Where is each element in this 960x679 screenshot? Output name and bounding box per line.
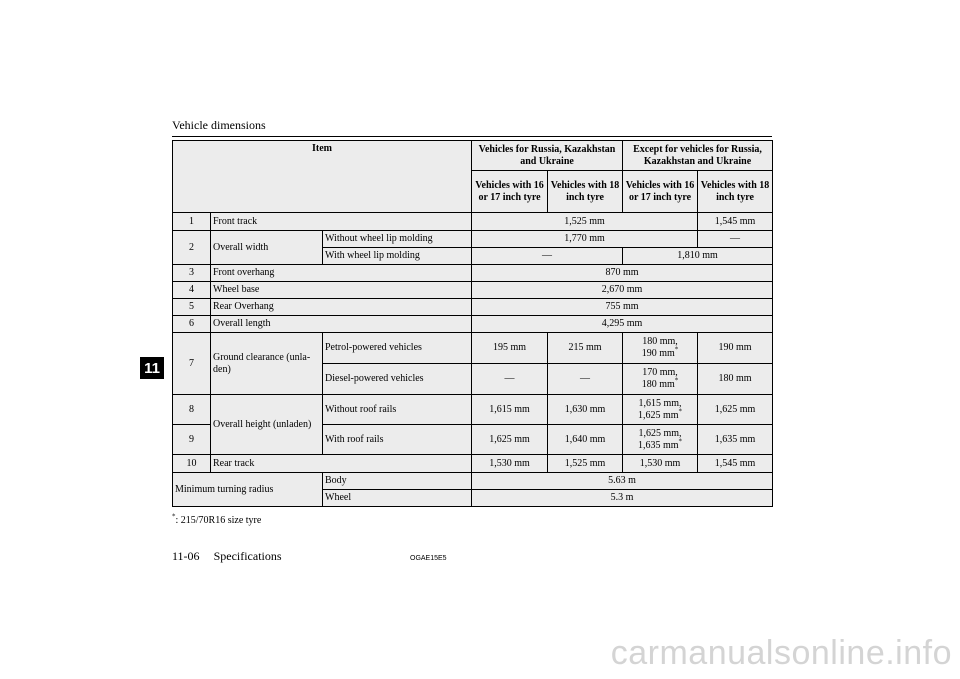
value-line: 1,635 mm [637, 439, 679, 451]
row-number: 1 [173, 213, 211, 231]
row-sublabel: Without wheel lip molding [323, 231, 472, 248]
row-value: 870 mm [472, 265, 773, 282]
value-line: 180 mm [641, 379, 675, 390]
row-value: — [548, 364, 623, 395]
row-value: 755 mm [472, 299, 773, 316]
row-item: Minimum turning radius [173, 473, 323, 507]
row-value: 1,525 mm [472, 213, 698, 231]
table-row [173, 333, 773, 364]
value-line: 180 mm, [642, 336, 678, 347]
row-value: — [472, 364, 548, 395]
row-sublabel: Body [323, 473, 472, 490]
table-row [173, 282, 773, 299]
footnote [172, 512, 262, 526]
row-item: Front overhang [211, 265, 472, 282]
table-row [173, 265, 773, 282]
value-line: 190 mm [641, 348, 675, 359]
row-item: Overall length [211, 316, 472, 333]
row-value: 1,640 mm [548, 425, 623, 455]
header-group-russia: Vehicles for Russia, Kazakhstan and Ukraine [472, 141, 623, 171]
row-number: 3 [173, 265, 211, 282]
row-value: 1,635 mm [698, 425, 773, 455]
footer-section: Specifications [213, 549, 282, 563]
row-sublabel: Without roof rails [323, 395, 472, 425]
document-code: OGAE15E5 [410, 555, 447, 562]
row-value: 4,295 mm [472, 316, 773, 333]
subheader-18-b: Vehicles with 18 inch tyre [698, 171, 773, 213]
row-value: 190 mm [698, 333, 773, 364]
row-number: 7 [173, 333, 211, 395]
watermark: carmanualsonline.info [610, 634, 952, 672]
row-sublabel: Diesel-powered vehicles [323, 364, 472, 395]
dimensions-table [172, 140, 773, 507]
row-value: 1,525 mm [548, 455, 623, 473]
asterisk-mark: * [678, 437, 683, 446]
row-value: 1,615 mm [472, 395, 548, 425]
value-line: 1,625 mm [637, 409, 679, 421]
row-value: 5.63 m [472, 473, 773, 490]
row-number: 5 [173, 299, 211, 316]
chapter-tab: 11 [140, 357, 164, 379]
footnote-marker: * [172, 512, 176, 521]
row-item: Overall width [211, 231, 323, 265]
header-group-except: Except for vehicles for Russia, Kazakhstan and Ukraine [623, 141, 773, 171]
row-value: 180 mm [698, 364, 773, 395]
value-line: 1,625 mm, [638, 427, 682, 439]
row-number: 4 [173, 282, 211, 299]
row-item: Ground clearance (unla-den) [211, 333, 323, 395]
row-item: Front track [211, 213, 472, 231]
row-value: 1,630 mm [548, 395, 623, 425]
table-row [173, 299, 773, 316]
row-number: 6 [173, 316, 211, 333]
row-sublabel: With roof rails [323, 425, 472, 455]
subheader-18: Vehicles with 18 inch tyre [548, 171, 623, 213]
value-line: 170 mm, [642, 367, 678, 378]
page-title: Vehicle dimensions [172, 118, 266, 132]
row-item: Overall height (unladen) [211, 395, 323, 455]
row-value-multi [623, 333, 698, 364]
row-value-multi [623, 425, 698, 455]
row-value-multi [623, 364, 698, 395]
row-number: 9 [173, 425, 211, 455]
row-value: 1,530 mm [623, 455, 698, 473]
asterisk-mark: * [678, 407, 683, 416]
row-value: 2,670 mm [472, 282, 773, 299]
table-row [173, 395, 773, 425]
row-value: 215 mm [548, 333, 623, 364]
row-sublabel: Petrol-powered vehicles [323, 333, 472, 364]
row-value: 195 mm [472, 333, 548, 364]
subheader-16-17-b: Vehicles with 16 or 17 inch tyre [623, 171, 698, 213]
header-item: Item [173, 141, 472, 213]
footnote-text: : 215/70R16 size tyre [175, 515, 262, 526]
row-number: 10 [173, 455, 211, 473]
row-value: — [698, 231, 773, 248]
table-row [173, 231, 773, 248]
row-value: 1,625 mm [472, 425, 548, 455]
table-row [173, 455, 773, 473]
row-value-multi [623, 395, 698, 425]
page-footer [172, 549, 282, 564]
row-value: 5.3 m [472, 490, 773, 507]
row-value: — [472, 248, 623, 265]
table-row [173, 316, 773, 333]
value-line: 1,615 mm, [638, 397, 682, 409]
subheader-16-17: Vehicles with 16 or 17 inch tyre [472, 171, 548, 213]
table-row [173, 473, 773, 490]
row-item: Rear Overhang [211, 299, 472, 316]
row-sublabel: With wheel lip molding [323, 248, 472, 265]
asterisk-mark: * [674, 345, 679, 354]
header-rule [172, 136, 772, 137]
asterisk-mark: * [674, 376, 679, 385]
row-item: Rear track [211, 455, 472, 473]
row-value: 1,545 mm [698, 455, 773, 473]
row-value: 1,770 mm [472, 231, 698, 248]
row-value: 1,810 mm [623, 248, 773, 265]
row-number: 8 [173, 395, 211, 425]
row-sublabel: Wheel [323, 490, 472, 507]
row-value: 1,625 mm [698, 395, 773, 425]
row-value: 1,530 mm [472, 455, 548, 473]
table-row [173, 213, 773, 231]
page-number: 11-06 [172, 549, 200, 563]
row-number: 2 [173, 231, 211, 265]
row-item: Wheel base [211, 282, 472, 299]
table-header-row [173, 141, 773, 171]
row-value: 1,545 mm [698, 213, 773, 231]
